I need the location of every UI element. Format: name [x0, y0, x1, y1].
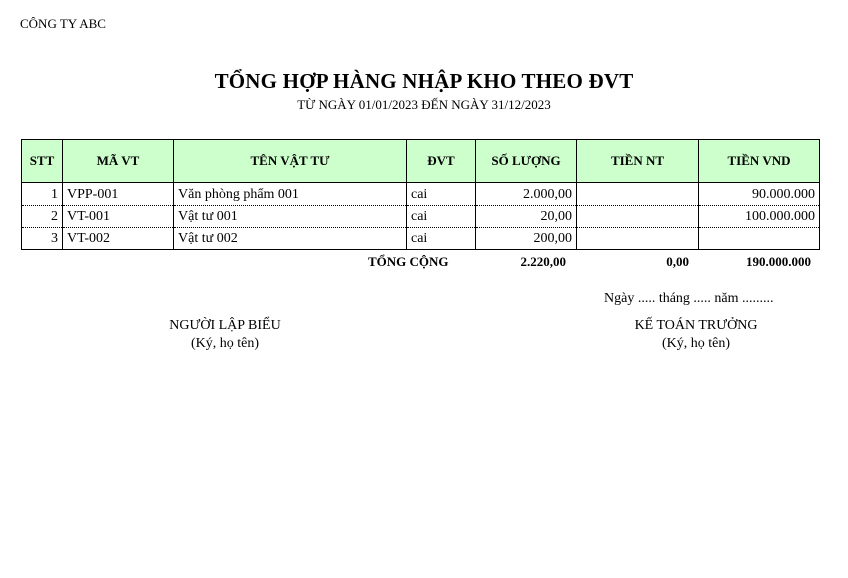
cell-ten-vat-tu: Vật tư 002: [174, 228, 407, 250]
cell-tien-nt: [577, 206, 699, 228]
column-header-tien-vnd: TIỀN VND: [699, 140, 820, 183]
column-header-ten-vat-tu: TÊN VẬT TƯ: [174, 140, 407, 183]
column-header-dvt: ĐVT: [407, 140, 476, 183]
accountant-hint: (Ký, họ tên): [661, 336, 731, 351]
cell-stt: 1: [22, 183, 63, 206]
cell-dvt: cai: [407, 228, 476, 250]
column-header-so-luong: SỐ LƯỢNG: [476, 140, 577, 183]
cell-ten-vat-tu: Văn phòng phẩm 001: [174, 183, 407, 206]
cell-stt: 3: [22, 228, 63, 250]
accountant-signature-block: [591, 318, 801, 352]
cell-tien-vnd: 90.000.000: [699, 183, 820, 206]
cell-ma-vt: VT-002: [63, 228, 174, 250]
inventory-table: [21, 139, 820, 250]
cell-ma-vt: VPP-001: [63, 183, 174, 206]
report-date-range: TỪ NGÀY 01/01/2023 ĐẾN NGÀY 31/12/2023: [297, 97, 551, 112]
totals-tien-vnd: 190.000.000: [746, 254, 811, 269]
totals-label: TỔNG CỘNG: [368, 254, 449, 269]
cell-dvt: cai: [407, 206, 476, 228]
cell-tien-nt: [577, 228, 699, 250]
cell-stt: 2: [22, 206, 63, 228]
cell-so-luong: 2.000,00: [476, 183, 577, 206]
cell-dvt: cai: [407, 183, 476, 206]
preparer-role: NGƯỜI LẬP BIỂU: [169, 318, 281, 333]
table-row: [22, 183, 820, 206]
column-header-tien-nt: TIỀN NT: [577, 140, 699, 183]
preparer-signature-block: [120, 318, 330, 352]
signature-date-line: Ngày ..... tháng ..... năm .........: [604, 291, 774, 306]
cell-tien-vnd: [699, 228, 820, 250]
cell-ten-vat-tu: Vật tư 001: [174, 206, 407, 228]
cell-so-luong: 20,00: [476, 206, 577, 228]
table-row: [22, 206, 820, 228]
preparer-hint: (Ký, họ tên): [190, 336, 260, 351]
company-name: CÔNG TY ABC: [20, 16, 106, 31]
totals-so-luong: 2.220,00: [520, 254, 566, 269]
totals-tien-nt: 0,00: [666, 254, 689, 269]
cell-tien-nt: [577, 183, 699, 206]
table-row: [22, 228, 820, 250]
report-title: TỔNG HỢP HÀNG NHẬP KHO THEO ĐVT: [214, 69, 634, 93]
column-header-ma-vt: MÃ VT: [63, 140, 174, 183]
cell-ma-vt: VT-001: [63, 206, 174, 228]
cell-tien-vnd: 100.000.000: [699, 206, 820, 228]
column-header-stt: STT: [22, 140, 63, 183]
cell-so-luong: 200,00: [476, 228, 577, 250]
table-header-row: [22, 140, 820, 183]
accountant-role: KẾ TOÁN TRƯỞNG: [634, 318, 758, 333]
